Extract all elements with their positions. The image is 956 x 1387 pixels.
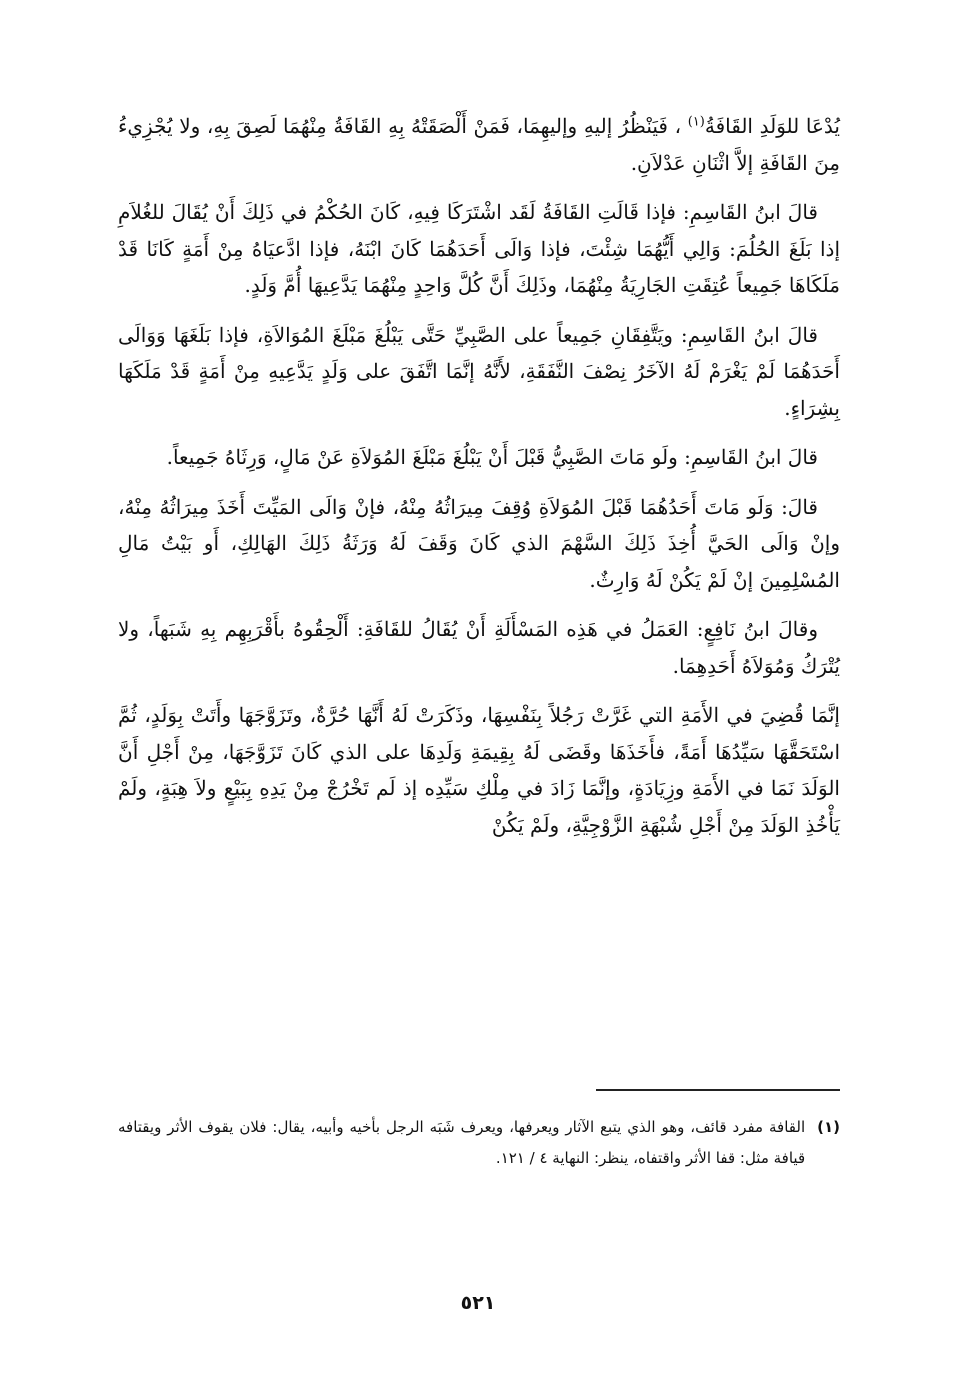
paragraph-1-text-after-note: ، فَيَنْظُرُ إليهِ وإليهِمَا، فَمَنْ أَلْصَقَتْهُ بِهِ القَافَةُ مِنْهُمَا لَصِقَ بِهِ، ولا يُجْزِيءُ مِنَ القَافَةِ إلاَّ اثْنَانِ عَدْلاَنِ.: [118, 114, 840, 175]
main-text-body: [118, 108, 840, 856]
paragraph-1-text-before-note: يُدْعَا للوَلَدِ القَافَةُ: [704, 114, 840, 138]
footnote-reference: (١): [687, 114, 705, 130]
paragraph-6: وقالَ ابنُ نَافِعٍ: العَمَلُ في هَذِه المَسْأَلَةِ أَنْ يُقَالُ للقَافَةِ: أَلْحِقُوهُ بأَقْرَبِهِم بِهِ شَبَهاً، ولا يُتْرَكُ وَمُوَلاَهُ أَحَدِهِمَا.: [118, 617, 840, 678]
paragraph-2: قالَ ابنُ القَاسِمِ: فإذا قَالَتِ القَافَةُ لَقَد اشْتَرَكَا فِيهِ، كَانَ الحُكْمُ في ذَلِكَ أَنْ يُقَالَ للغُلاَمِ إذا بَلَغَ الحُلُمَ: وَالِي أَيُّهُمَا شِئْتَ، فإذا وَالَى أَحَدَهُمَا كَانَ ابْنَهُ، فإذا ادَّعيَاهُ مِنْ أَمَةٍ كَانَا قَدْ مَلَكَاهَا جَمِيعاً عُتِقَتِ الجَارِيَةُ مِنْهُمَا، وذَلِكَ أَنَّ كُلَّ وَاحِدٍ مِنْهُمَا يَدَّعِيهَا أُمَّ وَلَدٍ.: [118, 200, 840, 297]
paragraph-4: قالَ ابنُ القَاسِمِ: ولَو مَاتَ الصَّبِيُّ قَبْلَ أَنْ يَبْلُغَ مَبْلَغَ المُوَلاَةِ عَنْ مَالٍ، وَرِثَاهُ جَمِيعاً.: [166, 445, 818, 469]
footnote-text: القافة مفرد قائف، وهو الذي يتبع الآثار ويعرفها، ويعرف شَبَه الرجل بأخيه وأبيه، يقال: فلان يقوف الأثر ويقتافه قيافة مثل: قفا الأثر واقتفاه، ينظر: النهاية ٤ / ١٢١.: [118, 1118, 806, 1167]
footnote-1: [118, 1112, 840, 1174]
paragraph-7: إنَّمَا قُضِيَ في الأَمَةِ التي غَرَّتْ رَجُلاً بِنَفْسِهَا، وذَكَرَتْ لَهُ أَنَّهَا حُرَّةٌ، وتَزَوَّجَهَا وأَتَتْ بِوَلَدٍ، ثُمَّ اسْتَحَقَّهَا سَيِّدُهَا أَمَةً، فأَخَذَهَا وقَضَى لَهُ بِقِيمَةِ وَلَدِهَا على الذي كَانَ تَزَوَّجَهَا، مِنْ أَجْلِ أَنَّ الوَلَدَ نَمَا في الأَمَةِ وزِيَادَةٍ، وإنَّمَا زَادَ في مِلْكِ سَيِّدِه إذ لَم تَخْرُجْ مِنْ يَدِهِ بِبَيْعٍ ولاَ هِبَةٍ، ولَمْ يَأْخُذِ الوَلَدَ مِنْ أَجْلِ شُبْهَةِ الزَّوْجِيَّةِ، ولَمْ يَكُنْ: [118, 703, 840, 837]
page-number: ٥٢١: [460, 1292, 496, 1314]
paragraph-5: قالَ: وَلَو مَاتَ أَحَدُهُمَا قَبْلَ المُوَلاَةِ وُقِفَ مِيرَاثُهُ مِنْهُ، فإنْ وَالَى المَيِّتَ أَخَذَ مِيرَاثُهُ مِنْهُ، وإنْ وَالَى الحَيَّ أُخِذَ ذَلِكَ السَّهْمَ الذي كَانَ وَقَفَ لَهُ وَرَثَةُ ذَلِكَ الهَالِكِ، أَو بَيْتُ مَالِ المُسْلِمِينَ إنْ لَمْ يَكُنْ لَهُ وَارِثٌ.: [118, 494, 840, 592]
footnotes-section: [118, 1112, 840, 1174]
paragraph-1: [118, 108, 840, 181]
paragraph-3: قالَ ابنُ القَاسِمِ: ويَتَّفِقَانِ جَمِيعاً على الصَّبِيِّ حَتَّى يَبْلُغَ مَبْلَغَ المُوَالاَةِ، فإذا بَلَغَهَا وَوَالَى أَحَدَهُمَا لَمْ يَغْرَمْ لَهُ الآخَرُ نِصْفَ النَّفَقَةِ، لأَنَّهُ إنَّمَا اتَّفَقَ على وَلَدٍ يَدَّعِيهِ مِنْ أَمَةٍ قَدْ مَلَكَهَا بِشِرَاءٍ.: [118, 322, 840, 420]
footnote-separator: [596, 1089, 840, 1091]
footnote-number: (١): [817, 1118, 840, 1136]
